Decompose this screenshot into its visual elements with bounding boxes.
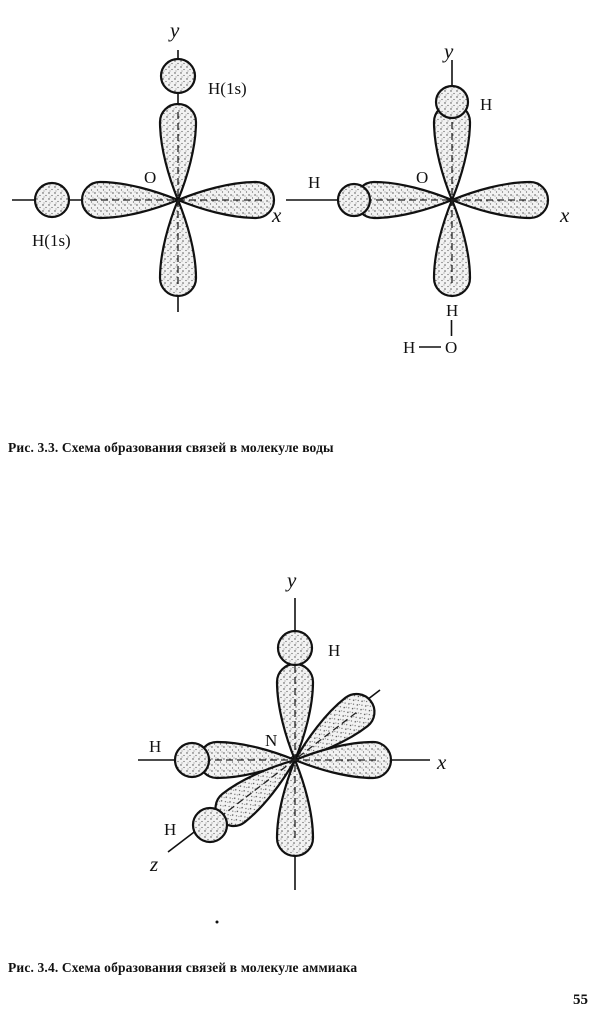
- oxygen-label: O: [416, 168, 429, 187]
- x-axis-label: x: [272, 203, 282, 227]
- y-axis-label: y: [287, 568, 297, 592]
- figure-ammonia: [0, 560, 600, 940]
- x-axis-label: x: [437, 750, 447, 774]
- hydrogen-1s-orbital-left: [35, 183, 69, 217]
- hydrogen-orbital-left: [338, 184, 370, 216]
- hydrogen-label-z: H: [164, 820, 177, 839]
- hydrogen-label-top: H: [328, 641, 341, 660]
- hydrogen-orbital-top: [278, 631, 312, 665]
- formula-h-top: H: [446, 301, 459, 320]
- figure-caption-3-4: Рис. 3.4. Схема образования связей в молекуле аммиака: [8, 960, 358, 975]
- oxygen-orbital-diagram: [12, 18, 282, 312]
- h1s-label-top: H(1s): [208, 79, 247, 98]
- figure-caption-3-3: Рис. 3.3. Схема образования связей в молекуле воды: [8, 440, 334, 455]
- water-structural-formula: [403, 301, 458, 357]
- page-number: 55: [573, 992, 588, 1008]
- water-diagram: [0, 0, 600, 420]
- hydrogen-label-left: H: [149, 737, 162, 756]
- oxygen-label: O: [144, 168, 157, 187]
- water-bonded-diagram: [286, 39, 570, 357]
- y-axis-label: y: [444, 39, 454, 63]
- hydrogen-orbital-z: [193, 808, 227, 842]
- hydrogen-orbital-top: [436, 86, 468, 118]
- h1s-label-left: H(1s): [32, 231, 71, 250]
- nitrogen-label: N: [265, 731, 278, 750]
- formula-o: O: [445, 338, 458, 357]
- ink-speck: [216, 921, 219, 924]
- x-axis-label: x: [560, 203, 570, 227]
- y-axis-label: y: [170, 18, 180, 42]
- hydrogen-label-left: H: [308, 173, 321, 192]
- hydrogen-label-top: H: [480, 95, 493, 114]
- formula-h-left: H: [403, 338, 416, 357]
- ammonia-diagram: [0, 560, 600, 940]
- figure-water: [0, 0, 600, 420]
- z-axis-label: z: [150, 852, 159, 876]
- hydrogen-1s-orbital-top: [161, 59, 195, 93]
- hydrogen-orbital-left: [175, 743, 209, 777]
